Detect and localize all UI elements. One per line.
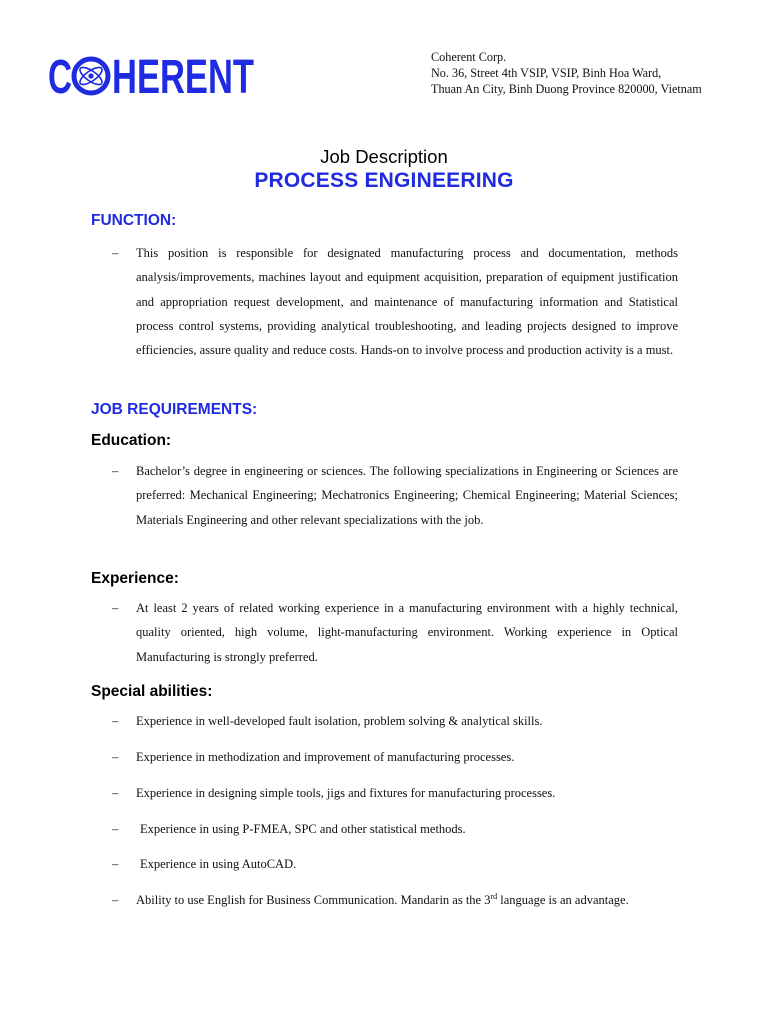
function-item xyxy=(112,241,678,362)
education-item-text: Bachelor’s degree in engineering or sciences. The following specializations in Engineering or Sciences are preferred: Mechanical Engineering; Mechatronics Engineering; Chemical Engineering; Material Sciences; Materials Engineering and other relevant specializations with the job. xyxy=(136,464,678,527)
address-line: Coherent Corp. xyxy=(431,50,507,64)
special-ability-text: Experience in methodization and improvement of manufacturing processes. xyxy=(136,750,515,764)
special-ability-item xyxy=(112,709,678,733)
experience-item xyxy=(112,596,678,669)
function-item-text: This position is responsible for designated manufacturing process and documentation, methods analysis/improvements, machines layout and equipment acquisition, preparation of equipment justification and appropriation request development, and maintenance of manufacturing information and Statistical process control systems, providing analytical troubleshooting, and leading projects designed to improve efficiencies, assure quality and reduce costs. Hands-on to involve process and production activity is a must. xyxy=(136,246,678,358)
document-subtitle: PROCESS ENGINEERING xyxy=(254,169,514,192)
ordinal-suffix: rd xyxy=(490,891,498,901)
experience-item-text: At least 2 years of related working experience in a manufacturing environment with a highly technical, quality oriented, high volume, light-manufacturing environment. Working experience in Optical Manufacturing is strongly preferred. xyxy=(136,601,678,664)
experience-heading: Experience: xyxy=(91,570,179,587)
special-ability-item xyxy=(112,852,678,876)
bullet-dash: – xyxy=(112,714,119,728)
address-line: No. 36, Street 4th VSIP, VSIP, Binh Hoa Ward, xyxy=(431,66,662,80)
special-ability-text: Experience in using P-FMEA, SPC and other statistical methods. xyxy=(140,822,466,836)
company-address xyxy=(431,49,761,97)
bullet-dash: – xyxy=(112,464,119,478)
special-ability-text xyxy=(136,888,678,912)
special-ability-item xyxy=(112,781,678,805)
orbit-icon xyxy=(74,59,108,93)
language-text-before: Ability to use English for Business Communication. Mandarin as the 3 xyxy=(136,893,491,907)
special-abilities-heading: Special abilities: xyxy=(91,683,213,700)
bullet-dash: – xyxy=(112,246,119,260)
function-heading: FUNCTION: xyxy=(91,212,177,229)
bullet-dash: – xyxy=(112,822,119,836)
bullet-dash: – xyxy=(112,601,119,615)
special-ability-item xyxy=(112,888,678,912)
bullet-dash: – xyxy=(112,750,119,764)
company-logo xyxy=(48,51,258,104)
special-ability-item xyxy=(112,745,678,769)
job-requirements-heading: JOB REQUIREMENTS: xyxy=(91,401,258,418)
special-ability-item xyxy=(112,817,678,841)
special-ability-text: Experience in designing simple tools, jigs and fixtures for manufacturing processes. xyxy=(136,786,556,800)
bullet-dash: – xyxy=(112,857,119,871)
education-item xyxy=(112,459,678,532)
address-line: Thuan An City, Binh Duong Province 820000, Vietnam xyxy=(431,82,702,96)
bullet-dash: – xyxy=(112,893,119,907)
svg-text:C: C xyxy=(48,51,72,104)
svg-text:HERENT: HERENT xyxy=(112,51,254,104)
document-title: Job Description xyxy=(320,146,448,167)
special-ability-text: Experience in using AutoCAD. xyxy=(140,857,297,871)
special-ability-text: Experience in well-developed fault isolation, problem solving & analytical skills. xyxy=(136,714,543,728)
bullet-dash: – xyxy=(112,786,119,800)
language-text-after: language is an advantage. xyxy=(497,893,629,907)
education-heading: Education: xyxy=(91,432,172,449)
coherent-logo-graphic xyxy=(48,51,258,104)
